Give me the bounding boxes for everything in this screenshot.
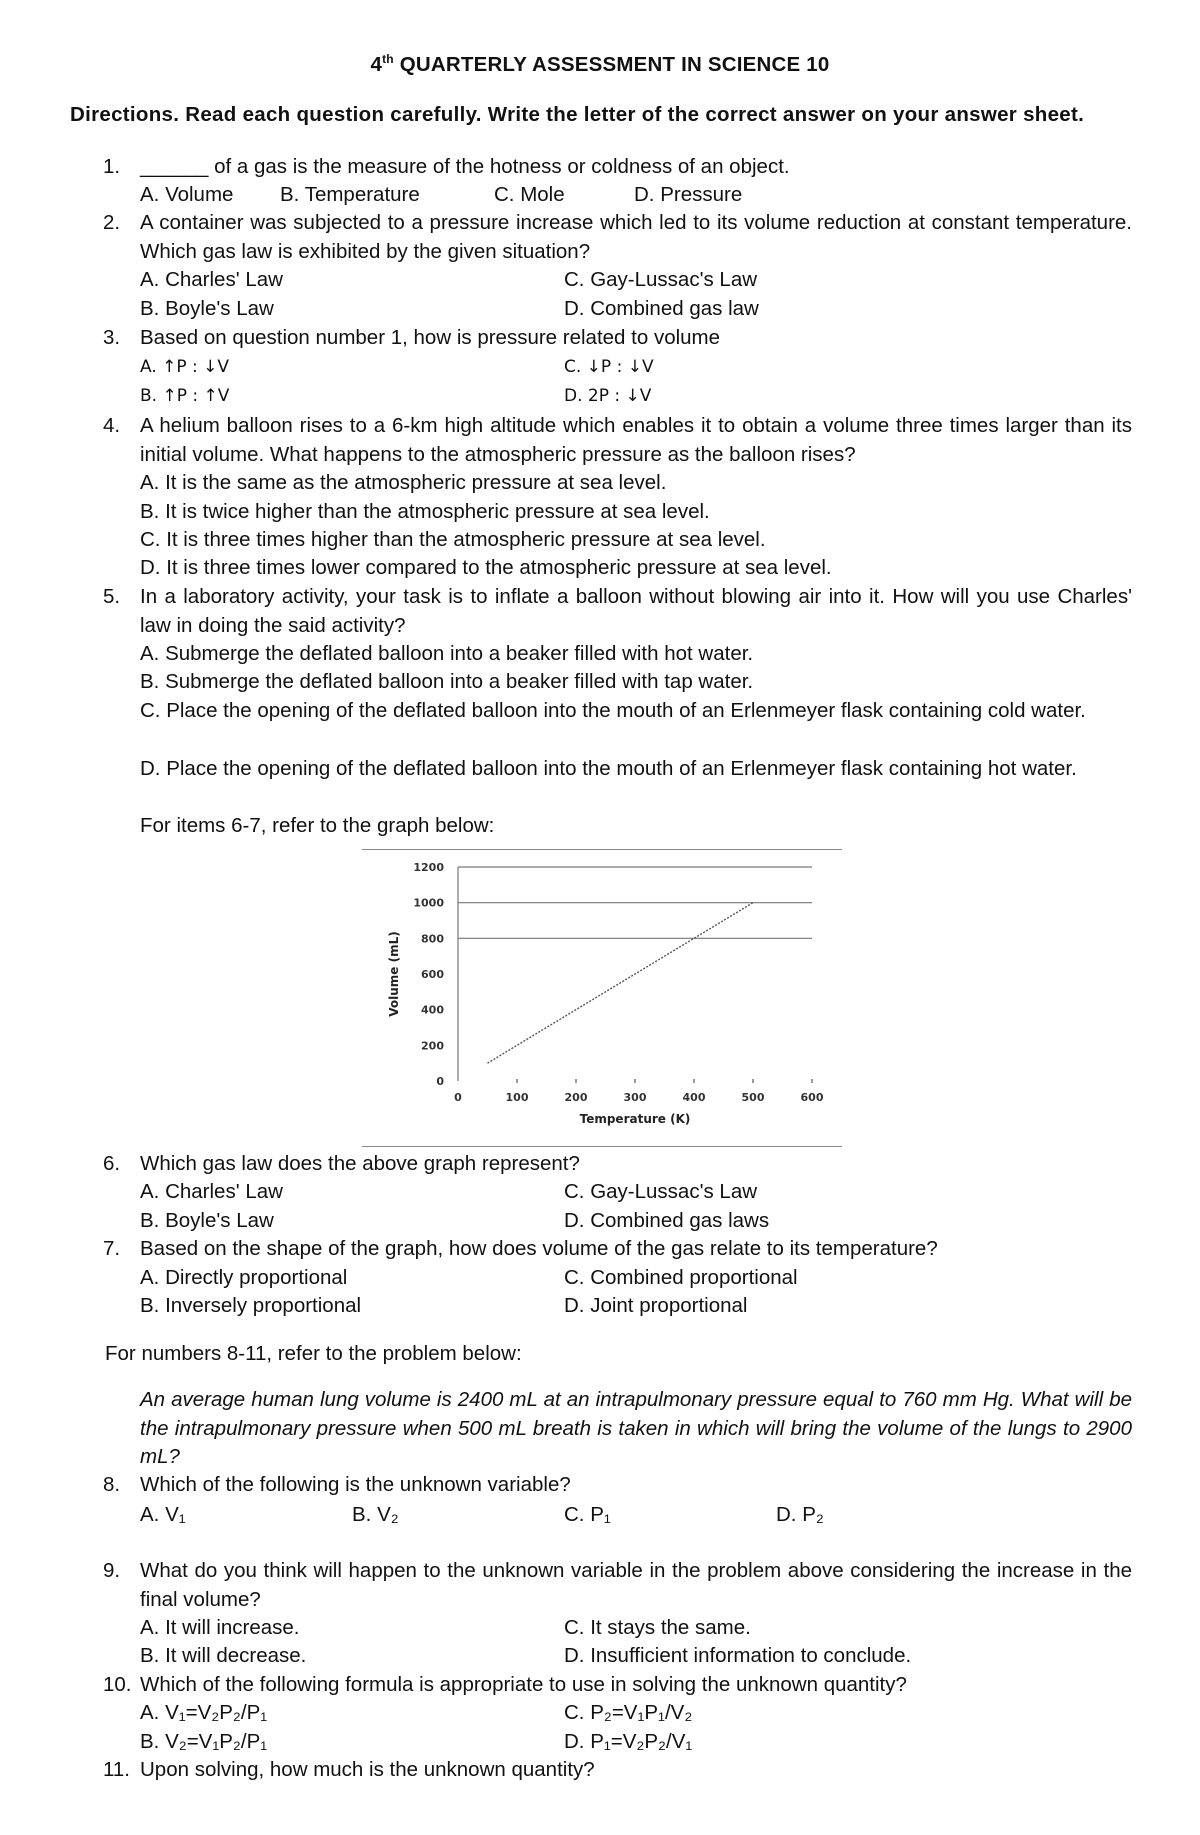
option-c: C. It is three times higher than the atmospheric pressure at sea level. [140,528,766,551]
option-c: C. Gay-Lussac's Law [564,268,758,291]
option-a: A. It will increase. [140,1616,300,1639]
option-c: C. P₂=V₁P₁/V₂ [564,1701,693,1724]
option-b: B. It is twice higher than the atmospheric pressure at sea level. [140,500,710,523]
option-c: C. Gay-Lussac's Law [564,1180,758,1203]
option-d: D. P₁=V₂P₂/V₁ [564,1730,693,1753]
y-tick-label: 0 [436,1075,444,1088]
option-a: A. V₁=V₂P₂/P₁ [140,1701,268,1724]
question-number: 8. [103,1473,121,1496]
option-a: A. Charles' Law [140,268,283,291]
series-line [488,903,754,1063]
question-number: 9. [103,1559,121,1582]
option-c: C. ↓P : ↓V [564,357,654,377]
question-text: Which of the following is the unknown variable? [140,1473,571,1496]
x-tick-label: 300 [623,1091,647,1104]
question-number: 11. [103,1758,130,1781]
x-tick-label: 600 [800,1091,824,1104]
option-c: C. Place the opening of the deflated balloon into the mouth of an Erlenmeyer flask containing cold water. [140,699,1086,722]
option-a: A. Submerge the deflated balloon into a beaker filled with hot water. [140,642,754,665]
x-tick-label: 500 [741,1091,765,1104]
option-a: A. Volume [140,183,234,206]
option-d: D. Pressure [634,183,743,206]
question-text: What do you think will happen to the unknown variable in the problem above considering the increase in the final volume? [140,1559,1132,1611]
option-a: A. ↑P : ↓V [140,357,230,377]
option-d: D. Joint proportional [564,1294,748,1317]
x-tick-label: 100 [505,1091,529,1104]
y-tick-label: 200 [421,1039,444,1053]
directions: Directions. Read each question carefully. Write the letter of the correct answer on your answer sheet. [70,103,1085,126]
question-number: 3. [103,326,121,349]
option-d: D. Place the opening of the deflated balloon into the mouth of an Erlenmeyer flask containing hot water. [140,757,1077,780]
question-text: A helium balloon rises to a 6-km high altitude which enables it to obtain a volume three times larger than its initial volume. What happens to the atmospheric pressure as the balloon rises? [140,414,1132,466]
question-text: In a laboratory activity, your task is to inflate a balloon without blowing air into it. How will you use Charles' law in doing the said activity? [140,585,1132,637]
problem-intro: For numbers 8-11, refer to the problem below: [105,1342,522,1365]
question-number: 4. [103,414,121,437]
x-tick-label: 400 [682,1091,706,1104]
y-tick-label: 1000 [413,896,444,910]
question-text: Which gas law does the above graph represent? [140,1152,580,1175]
option-d: D. Combined gas laws [564,1209,770,1232]
option-b: B. Inversely proportional [140,1294,362,1317]
option-a: A. Charles' Law [140,1180,283,1203]
question-text: Based on the shape of the graph, how does volume of the gas relate to its temperature? [140,1237,938,1260]
y-tick-label: 400 [421,1003,444,1017]
question-text: ______ of a gas is the measure of the hotness or coldness of an object. [140,155,790,178]
question-number: 5. [103,585,121,608]
option-a: A. V₁ [140,1503,186,1526]
problem-statement: An average human lung volume is 2400 mL at an intrapulmonary pressure equal to 760 mm Hg. What will be the intrapulmonary pressure when 500 mL breath is taken in which will bring the volume of the lungs to 2900 mL? [140,1388,1132,1468]
question-text: Which of the following formula is appropriate to use in solving the unknown quantity? [140,1673,907,1696]
y-tick-label: 1200 [413,861,444,874]
option-c: C. Mole [494,183,565,206]
question-number: 1. [103,155,121,178]
option-d: D. Combined gas law [564,297,759,320]
y-tick-label: 600 [421,968,444,981]
option-b: B. Temperature [280,183,420,206]
option-c: C. Combined proportional [564,1266,798,1289]
question-text: A container was subjected to a pressure increase which led to its volume reduction at constant temperature. Which gas law is exhibited by the given situation? [140,211,1132,263]
option-b: B. V₂=V₁P₂/P₁ [140,1730,268,1753]
chart-frame [362,849,842,1147]
x-tick-label: 200 [564,1091,588,1104]
question-number: 6. [103,1152,121,1175]
option-b: B. ↑P : ↑V [140,386,230,406]
option-c: C. It stays the same. [564,1616,751,1639]
option-b: B. Boyle's Law [140,1209,274,1232]
y-tick-label: 800 [421,932,444,946]
option-d: D. Insufficient information to conclude. [564,1644,912,1667]
option-c: C. P₁ [564,1503,611,1526]
x-tick-label: 0 [454,1091,462,1104]
option-b: B. V₂ [352,1503,399,1526]
volume-temperature-chart [362,850,842,1146]
option-a: A. Directly proportional [140,1266,348,1289]
option-d: D. P₂ [776,1503,824,1526]
option-b: B. Submerge the deflated balloon into a beaker filled with tap water. [140,670,754,693]
x-axis-label: Temperature (K) [579,1112,691,1126]
option-a: A. It is the same as the atmospheric pressure at sea level. [140,471,667,494]
question-text: Upon solving, how much is the unknown quantity? [140,1758,595,1781]
graph-intro: For items 6-7, refer to the graph below: [140,814,495,837]
option-b: B. Boyle's Law [140,297,274,320]
page-title: 4th QUARTERLY ASSESSMENT IN SCIENCE 10 [370,52,830,76]
y-axis-label: Volume (mL) [387,931,401,1017]
question-number: 10. [103,1673,132,1696]
question-text: Based on question number 1, how is pressure related to volume [140,326,721,349]
question-number: 2. [103,211,121,234]
option-d: D. 2P : ↓V [564,386,652,406]
question-number: 7. [103,1237,121,1260]
option-d: D. It is three times lower compared to the atmospheric pressure at sea level. [140,556,832,579]
option-b: B. It will decrease. [140,1644,307,1667]
